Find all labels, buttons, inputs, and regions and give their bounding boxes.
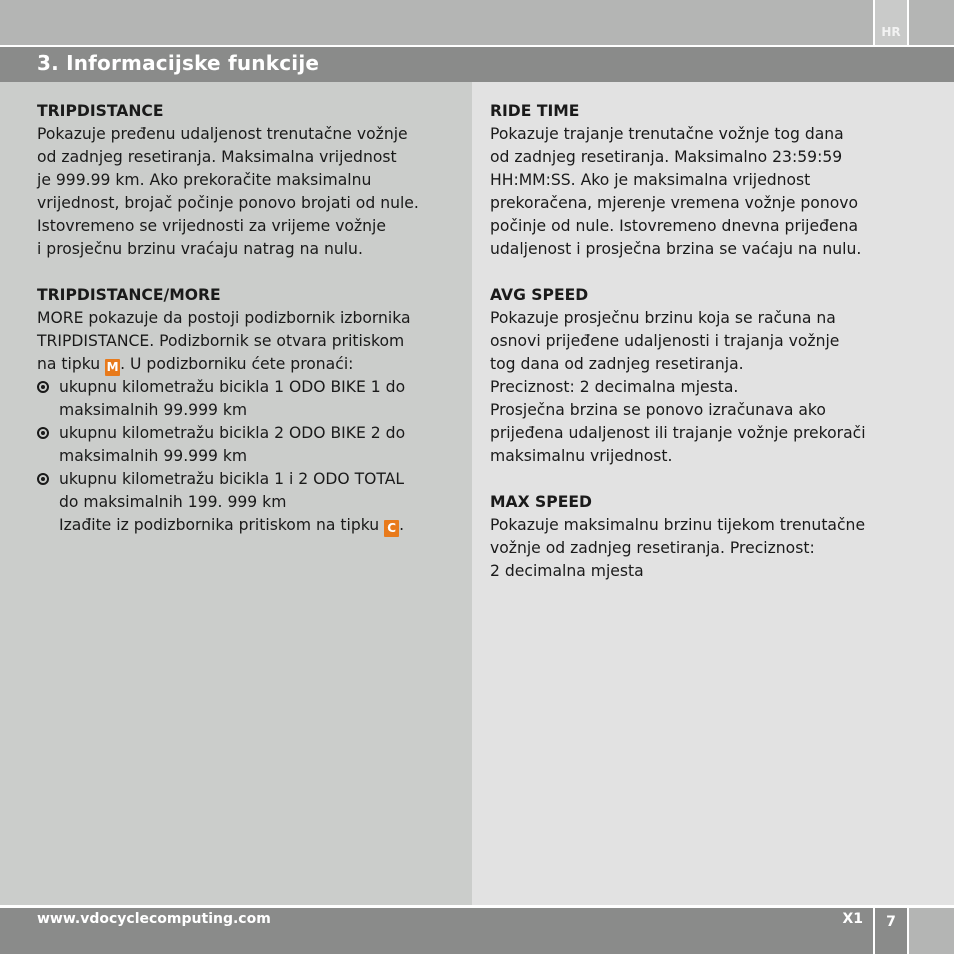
right-content — [490, 100, 945, 583]
list-item: ukupnu kilometražu bicikla 1 i 2 ODO TOTAL do maksimalnih 199. 999 km Izađite iz podizbornika pritiskom na tipku C . — [37, 468, 457, 537]
tripdistance-heading: TRIPDISTANCE — [37, 102, 164, 120]
max-speed-heading: MAX SPEED — [490, 493, 592, 511]
max-speed-line: vožnje od zadnjeg resetiranja. Preciznost: — [490, 539, 815, 557]
left-content — [37, 100, 457, 537]
website-link[interactable]: www.vdocyclecomputing.com — [37, 911, 271, 927]
ride-time-line: počinje od nule. Istovremeno dnevna prijeđena — [490, 217, 859, 235]
more-line: MORE pokazuje da postoji podizbornik izbornika — [37, 309, 411, 327]
ride-time-line: prekoračena, mjerenje vremena vožnje ponovo — [490, 194, 859, 212]
section-title-bar — [0, 47, 954, 82]
tripdistance-line: od zadnjeg resetiranja. Maksimalna vrijednost — [37, 148, 397, 166]
ride-time-line: od zadnjeg resetiranja. Maksimalno 23:59:59 — [490, 148, 843, 166]
list-item: ukupnu kilometražu bicikla 1 ODO BIKE 1 do maksimalnih 99.999 km — [37, 376, 457, 422]
language-badge: HR — [875, 0, 907, 45]
list-item: ukupnu kilometražu bicikla 2 ODO BIKE 2 do maksimalnih 99.999 km — [37, 422, 457, 468]
avg-speed-line: Pokazuje prosječnu brzinu koja se računa na — [490, 309, 836, 327]
ride-time-line: Pokazuje trajanje trenutačne vožnje tog dana — [490, 125, 844, 143]
model-name: X1 — [842, 911, 863, 927]
exit-line: Izađite iz podizbornika pritiskom na tipku C . — [59, 516, 405, 535]
c-key-icon: C — [384, 520, 399, 537]
more-line: na tipku M. U podizborniku ćete pronaći: — [37, 355, 354, 374]
tripdistance-line: Pokazuje pređenu udaljenost trenutačne vožnje — [37, 125, 408, 143]
avg-speed-line: Preciznost: 2 decimalna mjesta. — [490, 378, 739, 396]
ride-time-heading: RIDE TIME — [490, 102, 580, 120]
tripdistance-line: vrijednost, brojač počinje ponovo brojati od nule. — [37, 194, 419, 212]
footer-corner — [909, 908, 954, 954]
header-corner — [909, 0, 954, 45]
m-key-icon: M — [106, 360, 119, 374]
page-number: 7 — [875, 908, 907, 954]
footer-bar — [0, 908, 873, 954]
max-speed-line: 2 decimalna mjesta — [490, 562, 644, 580]
avg-speed-heading: AVG SPEED — [490, 286, 589, 304]
tripdistance-line: i prosječnu brzinu vraćaju natrag na nulu. — [37, 240, 363, 258]
avg-speed-line: Prosječna brzina se ponovo izračunava ako — [490, 401, 826, 419]
ride-time-line: udaljenost i prosječna brzina se vaćaju na nulu. — [490, 240, 862, 258]
header-bar — [0, 0, 873, 45]
section-title: 3. Informacijske funkcije — [37, 51, 320, 75]
more-heading: TRIPDISTANCE/MORE — [37, 286, 221, 304]
avg-speed-line: tog dana od zadnjeg resetiranja. — [490, 355, 744, 373]
avg-speed-line: maksimalnu vrijednost. — [490, 447, 673, 465]
bullet-icon — [37, 473, 49, 485]
ride-time-line: HH:MM:SS. Ako je maksimalna vrijednost — [490, 171, 811, 189]
tripdistance-line: Istovremeno se vrijednosti za vrijeme vožnje — [37, 217, 386, 235]
max-speed-line: Pokazuje maksimalnu brzinu tijekom trenutačne — [490, 516, 866, 534]
more-line: TRIPDISTANCE. Podizbornik se otvara pritiskom — [37, 332, 405, 350]
bullet-icon — [37, 381, 49, 393]
bullet-icon — [37, 427, 49, 439]
tripdistance-line: je 999.99 km. Ako prekoračite maksimalnu — [37, 171, 372, 189]
avg-speed-line: osnovi prijeđene udaljenosti i trajanja vožnje — [490, 332, 840, 350]
avg-speed-line: prijeđena udaljenost ili trajanje vožnje prekorači — [490, 424, 866, 442]
